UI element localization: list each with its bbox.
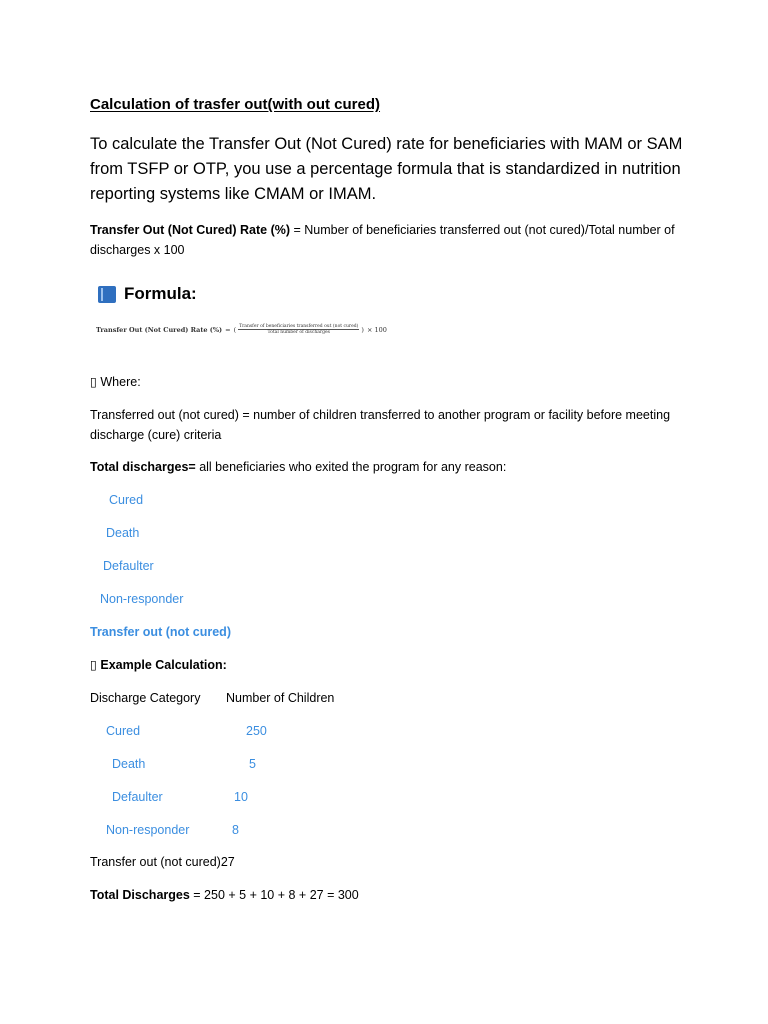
formula-image-label: Transfer Out (Not Cured) Rate (%): [96, 325, 223, 334]
list-item-death: Death: [106, 526, 140, 540]
formula-heading: [98, 284, 197, 304]
formula-denominator: Total number of discharges: [267, 330, 330, 335]
example-heading-text: Example Calculation:: [100, 658, 227, 672]
list-item-non-responder: Non-responder: [100, 592, 184, 606]
where-label: Where:: [100, 375, 141, 389]
list-item-cured: Cured: [109, 493, 144, 507]
table-row-value: 10: [234, 790, 248, 804]
missing-glyph-icon: ▯: [90, 657, 97, 672]
table-row-category: Cured: [106, 724, 141, 738]
where-line: [90, 372, 141, 392]
formula-suffix: × 100: [366, 325, 387, 334]
formula-numerator: Transfer of beneficiaries transferred out (not cured): [239, 324, 359, 329]
total-discharges-text: all beneficiaries who exited the program for any reason:: [195, 460, 507, 474]
rate-definition: [90, 220, 690, 260]
table-row-category: Defaulter: [112, 790, 163, 804]
table-row-category: Non-responder: [106, 823, 190, 837]
example-heading: [90, 655, 227, 675]
total-discharges-label: Total discharges=: [90, 460, 196, 474]
table-header-number: Number of Children: [226, 691, 335, 705]
total-discharges-definition: [90, 457, 506, 477]
transfer-out-label: Transfer out (not cured): [90, 625, 231, 639]
list-item-defaulter: Defaulter: [103, 559, 154, 573]
rate-definition-label: Transfer Out (Not Cured) Rate (%): [90, 223, 291, 237]
rate-definition-text: = Number of beneficiaries transferred out (not cured)/Total number of discharges x 100: [90, 223, 675, 257]
blue-book-icon: [98, 286, 116, 303]
total-discharges-line: [90, 885, 359, 905]
intro-paragraph: To calculate the Transfer Out (Not Cured) rate for beneficiaries with MAM or SAM from TSFP or OTP, you use a percentage formula that is standardized in nutrition reporting systems like CMAM or IMAM.: [90, 135, 683, 203]
transfer-row: [90, 852, 235, 872]
table-row-value: 5: [249, 757, 256, 771]
table-header-category: Discharge Category: [90, 691, 201, 705]
formula-heading-text: Formula:: [124, 284, 197, 303]
transferred-definition: Transferred out (not cured) = number of children transferred to another program or facility before meeting discharge (cure) criteria: [90, 408, 671, 442]
transfer-row-category: Transfer out (not cured): [90, 855, 221, 869]
missing-glyph-icon: ▯: [90, 374, 97, 389]
formula-image: Transfer Out (Not Cured) Rate (%) = ( $\frac{\text{Transfer of beneficiaries transferred out (not cured)}}{\text{Total number of discharges}}$ ) × 100: [96, 324, 387, 335]
table-row-value: 250: [246, 724, 267, 738]
total-label: Total Discharges: [90, 888, 190, 902]
table-row-category: Death: [112, 757, 146, 771]
transfer-row-value: 27: [220, 855, 235, 869]
total-text: = 250 + 5 + 10 + 8 + 27 = 300: [189, 888, 359, 902]
table-row-value: 8: [232, 823, 239, 837]
document-title: Calculation of trasfer out(with out cured): [90, 96, 381, 113]
formula-fraction: [238, 324, 359, 335]
